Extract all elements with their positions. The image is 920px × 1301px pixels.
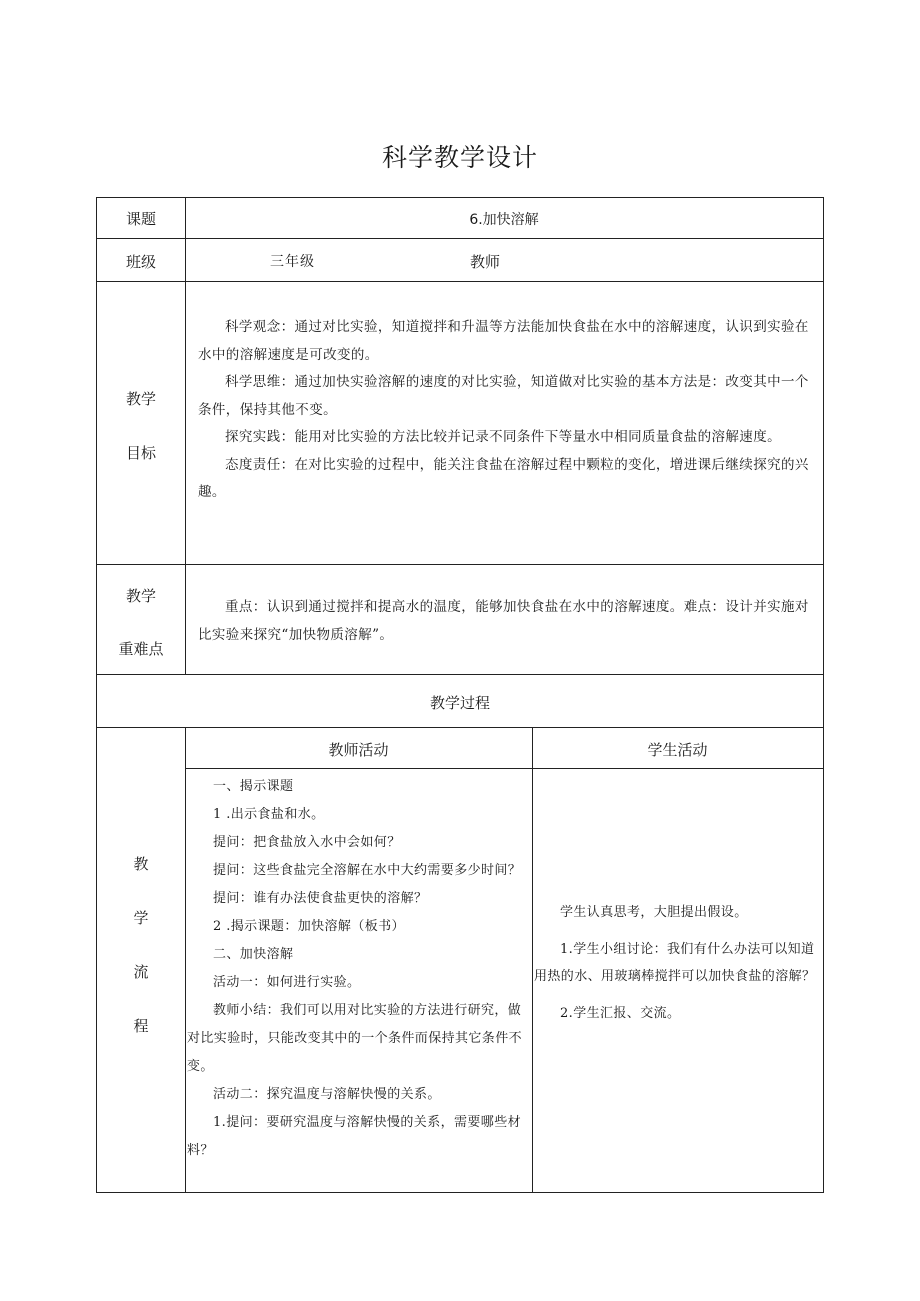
student-line: 学生认真思考，大胆提出假设。	[560, 905, 748, 920]
process-side-char: 程	[133, 1017, 149, 1035]
teacher-line: 1 .出示食盐和水。	[213, 807, 325, 822]
process-side-char: 学	[133, 909, 149, 927]
teacher-line: 提问：把食盐放入水中会如何？	[213, 835, 401, 850]
key-points-label-line2: 重难点	[118, 640, 164, 658]
student-line: 1.学生小组讨论：我们有什么办法可以知道用热的水、用玻璃棒搅拌可以加快食盐的溶解？	[534, 942, 816, 984]
teacher-line: 2 .揭示课题：加快溶解（板书）	[213, 919, 405, 934]
teacher-label: 教师	[470, 253, 501, 271]
process-header: 教学过程	[429, 694, 490, 712]
goal-paragraph: 科学观念：通过对比实验，知道搅拌和升温等方法能加快食盐在水中的溶解速度，认识到实验在水中的溶解速度是可改变的。	[198, 319, 809, 363]
process-side-char: 流	[133, 963, 149, 981]
goals-label-line1: 教学	[125, 390, 156, 408]
key-points-label-line1: 教学	[125, 587, 156, 605]
topic-label: 课题	[125, 210, 156, 228]
goal-paragraph: 科学思维：通过加快实验溶解的速度的对比实验，知道做对比实验的基本方法是：改变其中一个条件，保持其他不变。	[198, 374, 809, 418]
key-points-text: 重点：认识到通过搅拌和提高水的温度，能够加快食盐在水中的溶解速度。难点：设计并实施对比实验来探究“加快物质溶解”。	[198, 599, 809, 643]
teacher-line: 二、加快溶解	[213, 947, 294, 962]
teacher-line: 教师小结：我们可以用对比实验的方法进行研究，做对比实验时，只能改变其中的一个条件而保持其它条件不变。	[187, 1003, 523, 1074]
goal-paragraph: 探究实践：能用对比实验的方法比较并记录不同条件下等量水中相同质量食盐的溶解速度。	[225, 429, 781, 445]
student-line: 2.学生汇报、交流。	[560, 1006, 681, 1021]
class-value: 三年级	[270, 254, 315, 270]
teacher-line: 活动一：如何进行实验。	[213, 975, 361, 990]
teacher-line: 提问：这些食盐完全溶解在水中大约需要多少时间？	[213, 863, 522, 878]
page-title: 科学教学设计	[381, 143, 538, 172]
teacher-line: 1.提问：要研究温度与溶解快慢的关系，需要哪些材料？	[187, 1115, 522, 1158]
teacher-activity-header: 教师活动	[328, 741, 389, 759]
teacher-line: 一、揭示课题	[213, 779, 294, 794]
key-points-content	[198, 594, 814, 649]
teacher-line: 提问：谁有办法使食盐更快的溶解？	[213, 891, 428, 906]
student-activity-header: 学生活动	[647, 741, 708, 759]
goals-label-line2: 目标	[125, 444, 156, 462]
student-activity-content	[534, 899, 822, 1027]
topic-value: 6.加快溶解	[469, 212, 539, 228]
teacher-activity-content	[187, 773, 530, 1165]
process-side-char: 教	[133, 855, 149, 873]
lesson-plan-table	[96, 197, 824, 1193]
class-label: 班级	[125, 253, 156, 271]
goal-paragraph: 态度责任：在对比实验的过程中，能关注食盐在溶解过程中颗粒的变化，增进课后继续探究的兴趣。	[198, 456, 809, 500]
teacher-line: 活动二：探究温度与溶解快慢的关系。	[213, 1087, 441, 1102]
goals-content	[198, 314, 814, 507]
